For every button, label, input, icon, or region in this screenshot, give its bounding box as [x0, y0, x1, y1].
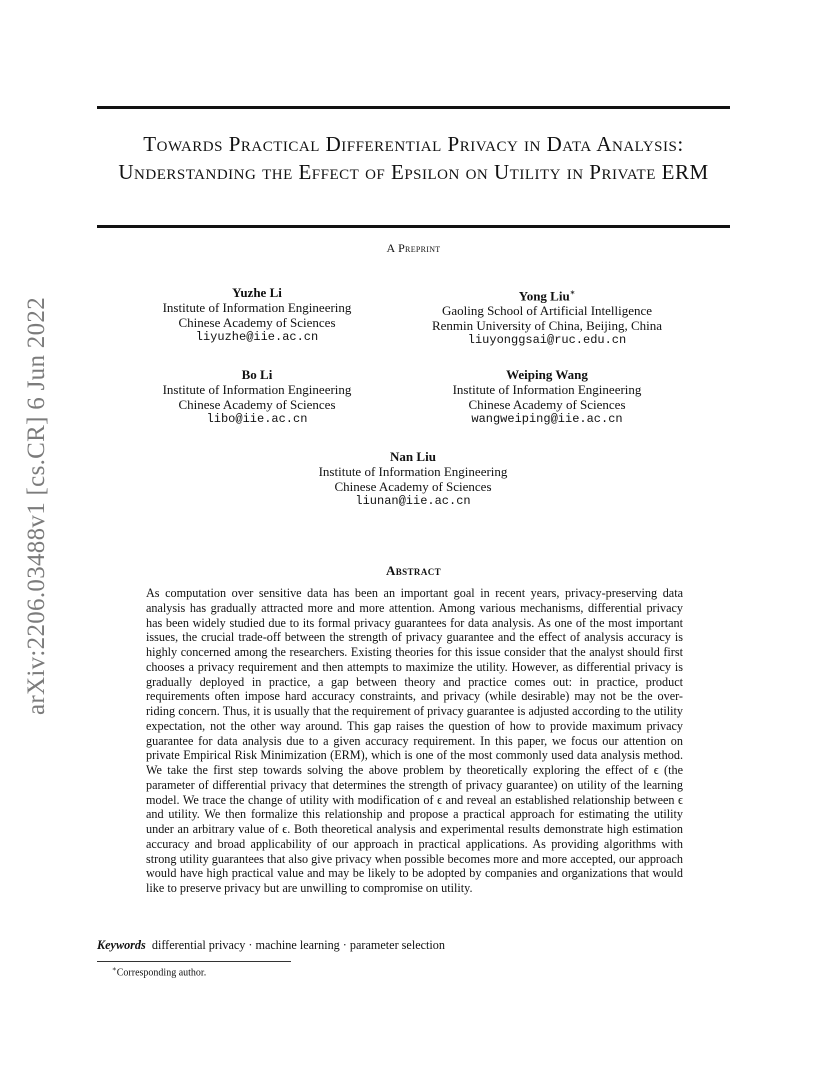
author-affiliation: Institute of Information Engineering: [162, 382, 352, 397]
author-affiliation: Institute of Information Engineering: [318, 464, 508, 479]
author-email[interactable]: liyuzhe@iie.ac.cn: [195, 330, 319, 344]
author-yong-liu: [387, 285, 707, 348]
corresponding-marker: ∗: [569, 288, 576, 297]
keywords-line: [97, 938, 445, 953]
preprint-label: A Preprint: [386, 241, 441, 255]
paper-title: Towards Practical Differential Privacy in Data Analysis: Understanding the Effect of Epsilon on Utility in Private ERM: [118, 132, 709, 184]
author-bo-li: [97, 367, 417, 427]
author-affiliation: Institute of Information Engineering: [452, 382, 642, 397]
keywords-list: differential privacy · machine learning · parameter selection: [151, 938, 445, 952]
author-affiliation: Chinese Academy of Sciences: [178, 315, 336, 330]
arxiv-side-stamp: [19, 296, 55, 716]
footnote-text: Corresponding author.: [116, 967, 207, 979]
author-email[interactable]: libo@iie.ac.cn: [206, 412, 308, 426]
footnote-marker: ∗: [112, 965, 117, 973]
abstract-text: As computation over sensitive data has been an important goal in recent years, privacy-preserving data analysis has gradually attracted more and more attention. Among various mechanisms, differential privacy has been widely studied due to its formal privacy guarantees for data analysis. As one of the most important issues, the crucial trade-off between the strength of privacy guarantee and the effect of analysis accuracy is highly concerned among the researchers. Existing theories for this issue consider that the analyst should first chooses a privacy requirement and then attempts to maximize the utility. However, as differential privacy is gradually deployed in practice, a gap between theory and practice comes out: in practice, product requirements often impose hard accuracy constraints, and privacy (while desirable) may not be the over-riding concern. Thus, it is usually that the requirement of privacy guarantee is adjusted according to the utility expectation, not the other way around. This gap raises the question of how to provide maximum privacy guarantee for data analysis due to a given accuracy requirement. In this paper, we focus our attention on private Empirical Risk Minimization (ERM), which is one of the most commonly used data analysis method. We take the first step towards solving the above problem by theoretically exploring the effect of ϵ (the parameter of differential privacy that determines the strength of privacy guarantee) on utility of the learning model. We trace the change of utility with modification of ϵ and reveal an established relationship between ϵ and utility. We then formalize this relationship and propose a practical approach for estimating the utility under an arbitrary value of ϵ. Both theoretical analysis and experimental results demonstrate high estimation accuracy and broad applicability of our approach in practical applications. As providing algorithms with strong utility guarantees that also give privacy when possible becomes more and more accepted, our approach would have high practical value and may be likely to be adopted by companies and organizations that would like to preserve privacy but are unwilling to compromise on utility.: [146, 586, 683, 895]
author-nan-liu: [253, 449, 573, 509]
author-name: Weiping Wang: [506, 367, 588, 382]
author-affiliation: Gaoling School of Artificial Intelligence: [441, 303, 653, 319]
author-affiliation: Chinese Academy of Sciences: [334, 479, 492, 494]
keywords-label: Keywords: [97, 938, 146, 952]
title-bottom-rule: [97, 225, 730, 228]
author-name: Bo Li: [241, 367, 273, 382]
author-affiliation: Chinese Academy of Sciences: [468, 397, 626, 412]
author-email[interactable]: liunan@iie.ac.cn: [355, 494, 471, 508]
footnote: [112, 963, 206, 979]
footnote-rule: [97, 961, 291, 962]
author-email[interactable]: liuyonggsai@ruc.edu.cn: [467, 333, 627, 348]
author-affiliation: Institute of Information Engineering: [162, 300, 352, 315]
title-top-rule: [97, 106, 730, 109]
author-yuzhe-li: [97, 285, 417, 345]
author-name: Yuzhe Li: [232, 285, 282, 300]
author-name: Nan Liu: [390, 449, 436, 464]
abstract-heading: Abstract: [385, 563, 442, 578]
author-affiliation: Chinese Academy of Sciences: [178, 397, 336, 412]
author-weiping-wang: [387, 367, 707, 427]
author-email[interactable]: wangweiping@iie.ac.cn: [471, 412, 623, 426]
arxiv-identifier: arXiv:2206.03488v1 [cs.CR] 6 Jun 2022: [23, 296, 50, 716]
author-affiliation: Renmin University of China, Beijing, China: [431, 318, 662, 334]
author-name: Yong Liu∗: [518, 288, 576, 304]
